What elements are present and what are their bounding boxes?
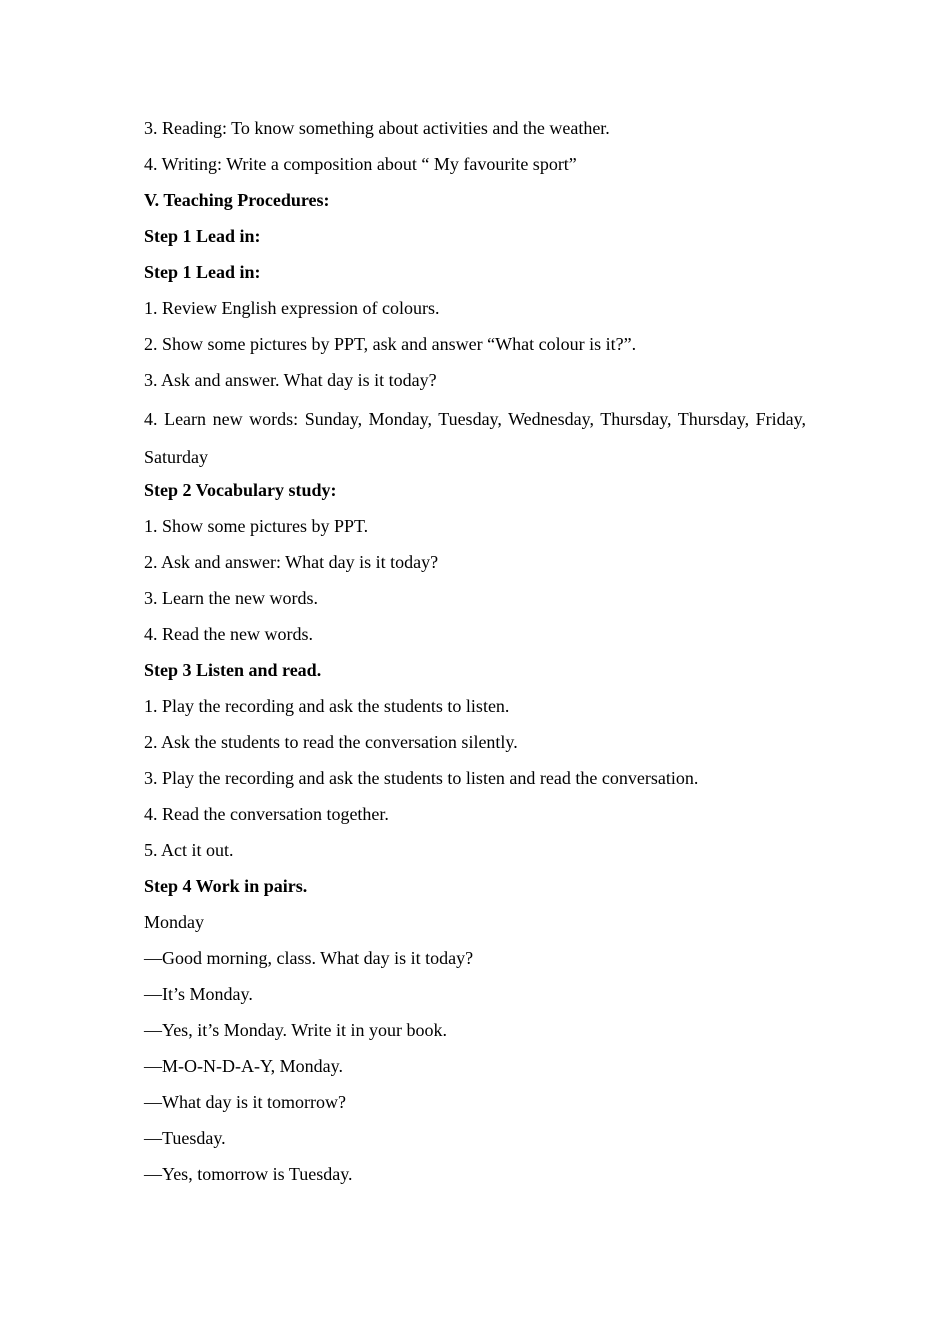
list-item: 2. Ask and answer: What day is it today?: [144, 552, 439, 572]
dialogue-label: Monday: [144, 912, 204, 932]
dialogue-line: —M-O-N-D-A-Y, Monday.: [144, 1056, 343, 1076]
list-item: 1. Play the recording and ask the students to listen.: [144, 696, 510, 716]
dialogue-line: —Tuesday.: [144, 1128, 226, 1148]
paragraph: 3. Reading: To know something about activities and the weather.: [144, 118, 610, 138]
document-body: [144, 112, 806, 1194]
list-item: 4. Read the new words.: [144, 624, 313, 644]
list-item: 3. Learn the new words.: [144, 588, 318, 608]
dialogue-line: —It’s Monday.: [144, 984, 253, 1004]
list-item: 5. Act it out.: [144, 840, 234, 860]
list-item: 1. Review English expression of colours.: [144, 298, 440, 318]
step-heading: Step 1 Lead in:: [144, 226, 261, 246]
dialogue-line: —What day is it tomorrow?: [144, 1092, 346, 1112]
step-heading: Step 4 Work in pairs.: [144, 876, 308, 896]
list-item: 2. Show some pictures by PPT, ask and answer “What colour is it?”.: [144, 334, 637, 354]
step-heading: Step 1 Lead in:: [144, 262, 261, 282]
dialogue-line: —Good morning, class. What day is it today?: [144, 948, 474, 968]
step-heading: Step 2 Vocabulary study:: [144, 480, 337, 500]
list-item: 1. Show some pictures by PPT.: [144, 516, 369, 536]
list-item: 4. Learn new words: Sunday, Monday, Tuesday, Wednesday, Thursday, Thursday, Friday, Saturday: [144, 409, 806, 467]
step-heading: Step 3 Listen and read.: [144, 660, 322, 680]
dialogue-line: —Yes, it’s Monday. Write it in your book.: [144, 1020, 447, 1040]
list-item: 2. Ask the students to read the conversation silently.: [144, 732, 518, 752]
list-item: 3. Play the recording and ask the students to listen and read the conversation.: [144, 768, 699, 788]
section-heading: V. Teaching Procedures:: [144, 190, 330, 210]
list-item: 4. Read the conversation together.: [144, 804, 389, 824]
dialogue-line: —Yes, tomorrow is Tuesday.: [144, 1164, 353, 1184]
list-item: 3. Ask and answer. What day is it today?: [144, 370, 437, 390]
paragraph: 4. Writing: Write a composition about “ My favourite sport”: [144, 154, 577, 174]
